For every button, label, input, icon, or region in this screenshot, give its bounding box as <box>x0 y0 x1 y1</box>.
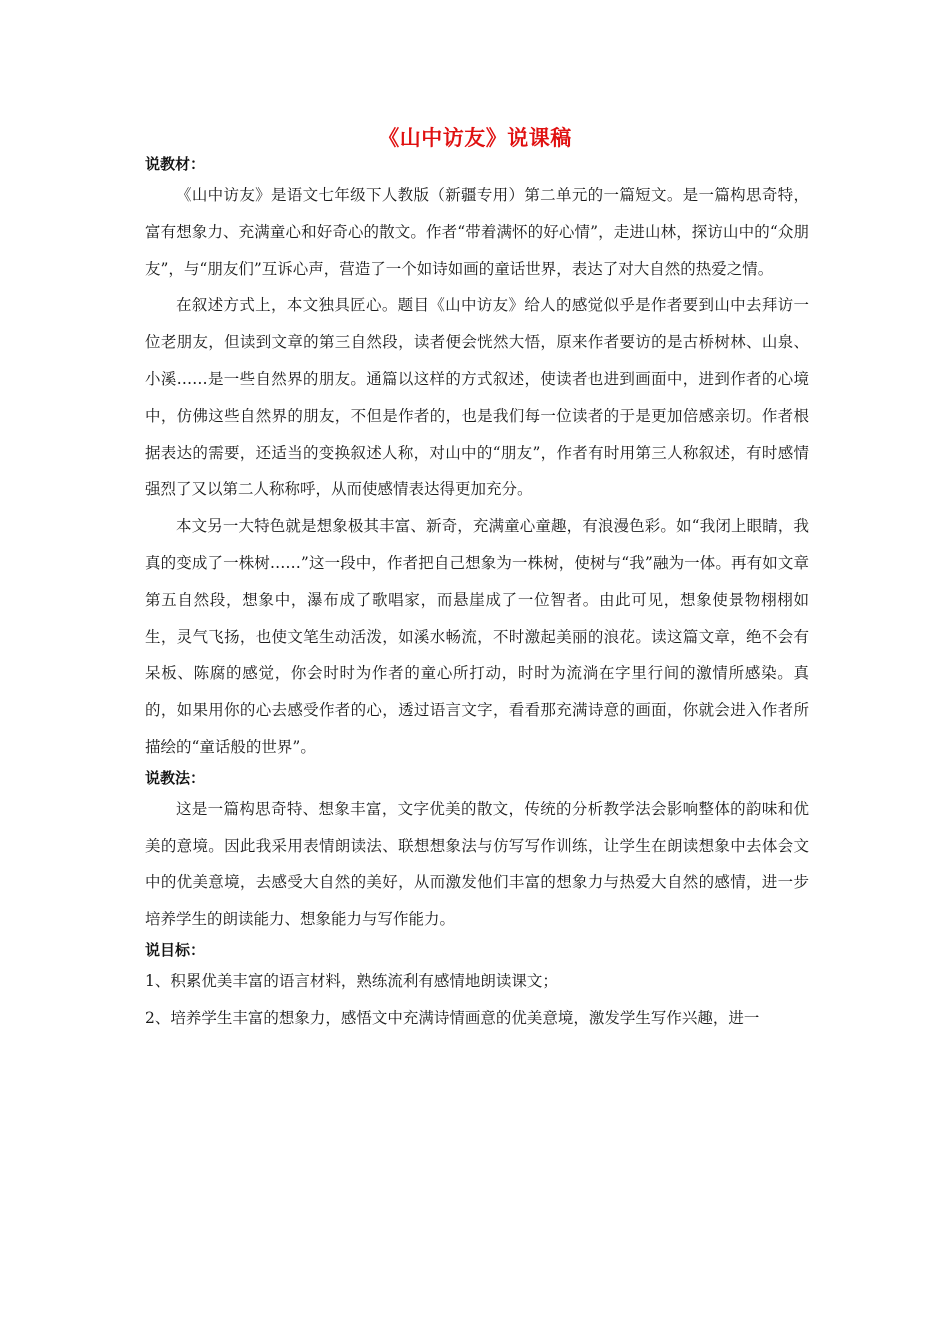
paragraph: 在叙述方式上，本文独具匠心。题目《山中访友》给人的感觉似乎是作者要到山中去拜访一位老朋友，但读到文章的第三自然段，读者便会恍然大悟，原来作者要访的是古桥树林、山泉、小溪……是一些自然界的朋友。通篇以这样的方式叙述，使读者也进到画面中，进到作者的心境中，仿佛这些自然界的朋友，不但是作者的，也是我们每一位读者的于是更加倍感亲切。作者根据表达的需要，还适当的变换叙述人称，对山中的“朋友”，作者有时用第三人称叙述，有时感情强烈了又以第二人称称呼，从而使感情表达得更加充分。 <box>145 296 809 499</box>
paragraph: 本文另一大特色就是想象极其丰富、新奇，充满童心童趣，有浪漫色彩。如“我闭上眼睛，我真的变成了一株树……”这一段中，作者把自己想象为一株树，使树与“我”融为一体。再有如文章第五自然段，想象中，瀑布成了歌唱家，而悬崖成了一位智者。由此可见，想象使景物栩栩如生，灵气飞扬，也使文笔生动活泼，如溪水畅流，不时激起美丽的浪花。读这篇文章，绝不会有呆板、陈腐的感觉，你会时时为作者的童心所打动，时时为流淌在字里行间的激情所感染。真的，如果用你的心去感受作者的心，透过语言文字，看看那充满诗意的画面，你就会进入作者所描绘的“童话般的世界”。 <box>145 517 809 756</box>
paragraph: 这是一篇构思奇特、想象丰富，文字优美的散文，传统的分析教学法会影响整体的韵味和优美的意境。因此我采用表情朗读法、联想想象法与仿写写作训练，让学生在朗读想象中去体会文中的优美意境，去感受大自然的美好，从而激发他们丰富的想象力与热爱大自然的感情，进一步培养学生的朗读能力、想象能力与写作能力。 <box>145 799 809 929</box>
document-body <box>145 154 809 1037</box>
objective-item: 2、培养学生丰富的想象力，感悟文中充满诗情画意的优美意境，激发学生写作兴趣，进一 <box>145 1008 760 1027</box>
document-title: 《山中访友》说课稿 <box>378 125 572 150</box>
objective-item: 1、积累优美丰富的语言材料，熟练流利有感情地朗读课文； <box>145 971 558 990</box>
section-heading-teaching-material: 说教材： <box>145 155 206 173</box>
section-heading-objectives: 说目标： <box>145 940 206 959</box>
paragraph: 《山中访友》是语文七年级下人教版（新疆专用）第二单元的一篇短文。是一篇构思奇特，富有想象力、充满童心和好奇心的散文。作者“带着满怀的好心情”，走进山林，探访山中的“众朋友”，与“朋友们”互诉心声，营造了一个如诗如画的童话世界，表达了对大自然的热爱之情。 <box>145 186 809 278</box>
section-heading-teaching-method: 说教法： <box>145 768 206 787</box>
